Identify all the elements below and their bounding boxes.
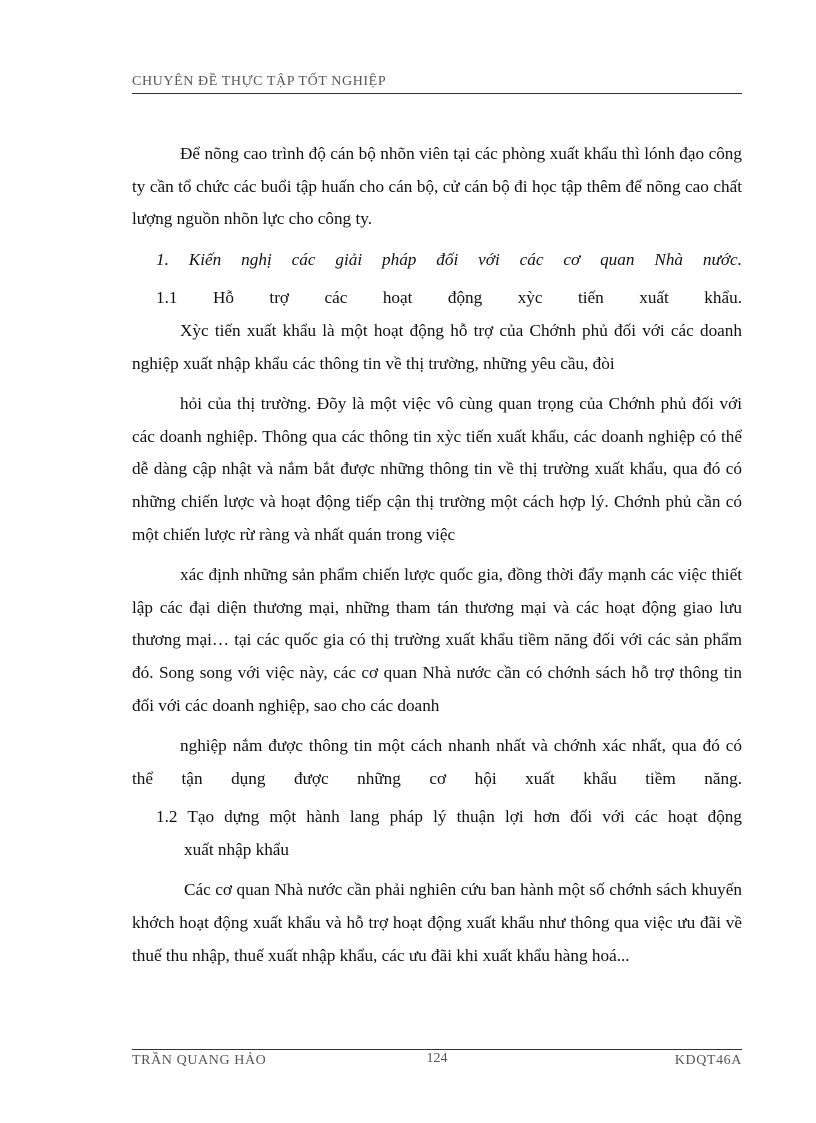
subsection-heading-legal-framework-cont: xuất nhập khẩu	[184, 839, 290, 859]
paragraph-market-requirements: hỏi của thị trường. Đõy là một việc vô cùng quan trọng của Chớnh phủ đối với các doanh nghiệp. Thông qua các thông tin xỳc tiến xuất khẩu, các doanh nghiệp có thể dễ dàng cập nhật và nắm bắt được những thông tin về thị trường xuất khẩu, qua đó có những chiến lược và hoạt động tiếp cận thị trường một cách hợp lý. Chớnh phủ cần có một chiến lược rừ ràng và nhất quán trong việc	[132, 394, 742, 544]
paragraph-trade-promotion: Xỳc tiến xuất khẩu là một hoạt động hỗ trợ của Chớnh phủ đối với các doanh nghiệp xuất nhập khẩu các thông tin về thị trường, những yêu cầu, đòi	[132, 320, 742, 373]
document-body	[132, 138, 742, 972]
paragraph-strategic-products: xác định những sản phẩm chiến lược quốc gia, đồng thời đẩy mạnh các việc thiết lập các đại diện thương mại, những tham tán thương mại và các hoạt động giao lưu thương mại… tại các quốc gia có thị trường xuất khẩu tiềm năng đối với các sản phẩm đó. Song song với việc này, các cơ quan Nhà nước cần có chớnh sách hỗ trợ thông tin đối với các doanh nghiệp, sao cho các doanh	[132, 565, 742, 715]
subsection-heading-legal-framework: 1.2 Tạo dựng một hành lang pháp lý thuận lợi hơn đối với các hoạt động	[156, 807, 742, 827]
section-heading-recommendations: 1. Kiến nghị các giải pháp đối với các cơ quan Nhà nước.	[156, 249, 742, 269]
page-number: 124	[426, 1051, 448, 1066]
footer-divider	[132, 1049, 742, 1050]
paragraph-training: Để nõng cao trình độ cán bộ nhõn viên tại các phòng xuất khẩu thì lónh đạo công ty cần tổ chức các buổi tập huấn cho cán bộ, cử cán bộ đi học tập thêm để nõng cao chất lượng nguồn nhõn lực cho công ty.	[132, 144, 742, 229]
subsection-heading-trade-promotion: 1.1 Hỗ trợ các hoạt động xỳc tiến xuất khẩu.	[156, 288, 742, 308]
page-header: CHUYÊN ĐỀ THỰC TẬP TỐT NGHIỆP	[132, 74, 387, 89]
header-divider	[132, 93, 742, 94]
paragraph-incentive-policies: Các cơ quan Nhà nước cần phải nghiên cứu ban hành một số chớnh sách khuyến khớch hoạt động xuất khẩu và hỗ trợ hoạt động xuất khẩu như thông qua việc ưu đãi về thuế thu nhập, thuế xuất nhập khẩu, các ưu đãi khi xuất khẩu hàng hoá...	[132, 880, 742, 965]
paragraph-export-opportunities: nghiệp nắm được thông tin một cách nhanh nhất và chớnh xác nhất, qua đó có thể tận dụng được những cơ hội xuất khẩu tiềm năng.	[132, 736, 742, 788]
footer-author: TRẦN QUANG HẢO	[132, 1053, 267, 1068]
footer-class-code: KDQT46A	[674, 1053, 742, 1068]
